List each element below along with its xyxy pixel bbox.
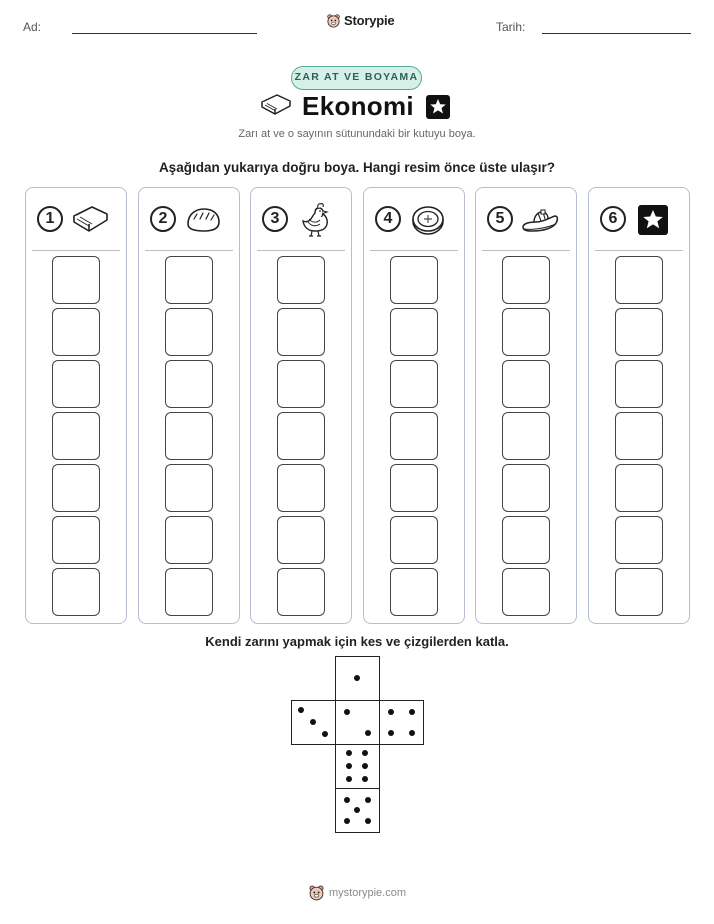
- die-face-3: [291, 700, 336, 745]
- color-box[interactable]: [52, 464, 100, 512]
- column-divider: [482, 250, 570, 251]
- storypie-bear-icon: [308, 884, 325, 901]
- column-4: [363, 187, 465, 624]
- instruction: Aşağıdan yukarıya doğru boya. Hangi resim önce üste ulaşır?: [158, 160, 556, 175]
- activity-badge: ZAR AT VE BOYAMA: [291, 66, 422, 90]
- color-box[interactable]: [502, 360, 550, 408]
- color-box[interactable]: [52, 516, 100, 564]
- column-number: 5: [487, 206, 513, 232]
- die-face-6: [335, 744, 380, 789]
- column-divider: [595, 250, 683, 251]
- color-box[interactable]: [52, 360, 100, 408]
- color-box[interactable]: [390, 568, 438, 616]
- footer-url: mystorypie.com: [329, 886, 407, 899]
- column-divider: [32, 250, 120, 251]
- color-box[interactable]: [615, 256, 663, 304]
- die-pip: [298, 707, 304, 713]
- subtitle: Zarı at ve o sayının sütunundaki bir kutuyu boya.: [238, 128, 476, 140]
- chicken-icon: [295, 200, 335, 240]
- column-number: 2: [150, 206, 176, 232]
- color-box[interactable]: [615, 464, 663, 512]
- die-pip: [346, 763, 352, 769]
- star-icon: [633, 200, 673, 240]
- column-3: [250, 187, 352, 624]
- die-face-1: [335, 656, 380, 701]
- color-box[interactable]: [165, 308, 213, 356]
- column-divider: [145, 250, 233, 251]
- book-icon: [259, 92, 293, 118]
- die-pip: [346, 750, 352, 756]
- color-box[interactable]: [390, 360, 438, 408]
- color-box[interactable]: [502, 256, 550, 304]
- color-box[interactable]: [390, 308, 438, 356]
- color-box[interactable]: [502, 412, 550, 460]
- footer: [308, 884, 406, 901]
- color-box[interactable]: [615, 308, 663, 356]
- color-box[interactable]: [52, 412, 100, 460]
- die-pip: [409, 730, 415, 736]
- color-box[interactable]: [52, 256, 100, 304]
- color-box[interactable]: [165, 516, 213, 564]
- column-5: [475, 187, 577, 624]
- column-number: 1: [37, 206, 63, 232]
- die-pip: [346, 776, 352, 782]
- die-face-4: [379, 700, 424, 745]
- book-icon: [70, 200, 110, 240]
- color-box[interactable]: [52, 308, 100, 356]
- die-pip: [354, 807, 360, 813]
- column-divider: [370, 250, 458, 251]
- color-box[interactable]: [390, 516, 438, 564]
- die-face-2: [335, 700, 380, 745]
- color-box[interactable]: [615, 516, 663, 564]
- date-label: Tarih:: [496, 20, 526, 34]
- column-2: [138, 187, 240, 624]
- color-box[interactable]: [165, 360, 213, 408]
- coin-icon: [408, 200, 448, 240]
- die-pip: [322, 731, 328, 737]
- die-pip: [362, 750, 368, 756]
- die-pip: [365, 818, 371, 824]
- name-line[interactable]: [72, 33, 257, 34]
- bread-icon: [183, 200, 223, 240]
- color-box[interactable]: [52, 568, 100, 616]
- die-pip: [365, 730, 371, 736]
- color-box[interactable]: [277, 308, 325, 356]
- color-box[interactable]: [502, 568, 550, 616]
- color-box[interactable]: [277, 360, 325, 408]
- die-pip: [409, 709, 415, 715]
- color-box[interactable]: [390, 412, 438, 460]
- color-box[interactable]: [165, 568, 213, 616]
- storypie-logo: [326, 13, 394, 28]
- date-line[interactable]: [542, 33, 691, 34]
- die-instruction: Kendi zarını yapmak için kes ve çizgilerden katla.: [205, 634, 509, 649]
- color-box[interactable]: [277, 464, 325, 512]
- color-box[interactable]: [277, 516, 325, 564]
- column-number: 4: [375, 206, 401, 232]
- color-box[interactable]: [165, 256, 213, 304]
- star-icon: [425, 94, 451, 120]
- column-number: 3: [262, 206, 288, 232]
- page-title: Ekonomi: [302, 91, 414, 121]
- column-number: 6: [600, 206, 626, 232]
- die-pip: [344, 709, 350, 715]
- die-pip: [344, 818, 350, 824]
- color-box[interactable]: [390, 256, 438, 304]
- column-1: [25, 187, 127, 624]
- die-pip: [354, 675, 360, 681]
- die-pip: [388, 730, 394, 736]
- color-box[interactable]: [165, 464, 213, 512]
- die-pip: [344, 797, 350, 803]
- sandal-icon: [520, 200, 560, 240]
- color-box[interactable]: [277, 256, 325, 304]
- die-pip: [310, 719, 316, 725]
- color-box[interactable]: [502, 464, 550, 512]
- die-pip: [365, 797, 371, 803]
- color-box[interactable]: [390, 464, 438, 512]
- die-pip: [362, 776, 368, 782]
- color-box[interactable]: [615, 568, 663, 616]
- name-label: Ad:: [23, 20, 42, 34]
- die-pip: [362, 763, 368, 769]
- color-box[interactable]: [502, 516, 550, 564]
- column-divider: [257, 250, 345, 251]
- column-6: [588, 187, 690, 624]
- color-box[interactable]: [615, 360, 663, 408]
- color-box[interactable]: [502, 308, 550, 356]
- color-box[interactable]: [277, 412, 325, 460]
- storypie-bear-icon: [326, 13, 341, 28]
- logo-text: Storypie: [344, 13, 395, 28]
- die-pip: [388, 709, 394, 715]
- die-face-5: [335, 788, 380, 833]
- color-box[interactable]: [165, 412, 213, 460]
- color-box[interactable]: [615, 412, 663, 460]
- color-box[interactable]: [277, 568, 325, 616]
